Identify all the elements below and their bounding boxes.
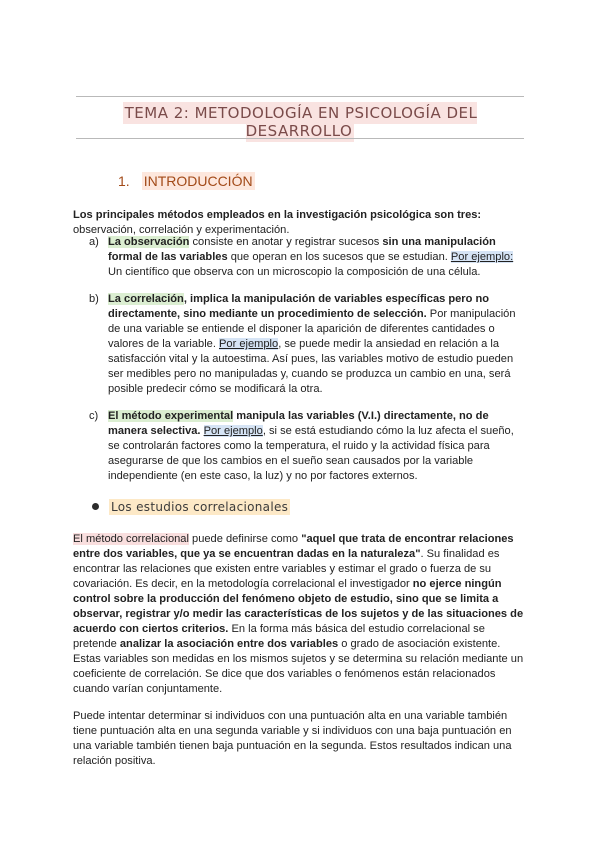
list-item-observacion: a) La observación consiste en anotar y registrar sucesos sin una manipulación formal de las variables que operan en los sucesos que se estudian. Por ejemplo: Un científico que observa con un microscopio la composición de una célula.	[89, 236, 514, 278]
term-highlight: El método correlacional	[73, 533, 189, 545]
section-number: 1.	[118, 173, 130, 189]
term-highlight: La correlación	[108, 293, 184, 305]
term-highlight: El método experimental	[108, 410, 234, 422]
intro-paragraph	[73, 208, 528, 238]
top-rule	[76, 96, 524, 97]
list-item-experimental: c) El método experimental manipula las variables (V.I.) directamente, no de manera selectiva. Por ejemplo, si se está estudiando cómo la luz afecta el sueño, se controlarán factores como la temperatura, el ruido y la actividad física para asegurarse de que los cambios en el sueño sean causados por la variable independiente (en este caso, la luz) y no por factores externos.	[89, 410, 514, 482]
intro-bold: Los principales métodos empleados en la investigación psicológica son tres:	[73, 209, 482, 221]
example-link[interactable]: Por ejemplo:	[450, 251, 514, 263]
example-link[interactable]: Por ejemplo	[219, 338, 279, 350]
term-highlight: La observación	[108, 236, 190, 248]
list-letter: b)	[89, 293, 99, 305]
list-letter: a)	[89, 236, 99, 248]
section-title: INTRODUCCIÓN	[143, 173, 253, 189]
intro-rest: observación, correlación y experimentación.	[73, 224, 290, 236]
correlational-paragraph: El método correlacional puede definirse como "aquel que trata de encontrar relaciones entre dos variables, que ya se encuentran dadas en la naturaleza". Su finalidad es encontrar las relaciones que existen entre variables y estimar el grado o fuerza de su covariación. Es decir, en la metodología correlacional el investigador no ejerce ningún control sobre la producción del fenómeno objeto de estudio, sino que se limita a observar, registrar y/o medir las características de los sujetos y de las situaciones de acuerdo con ciertos criterios. En la forma más básica del estudio correlacional se pretende analizar la asociación entre dos variables o grado de asociación existente. Estas variables son medidas en los mismos sujetos y se determina su relación mediante un coeficiente de correlación. Se dice que dos variables o fenómenos están relacionados cuando varían conjuntamente.	[73, 533, 524, 695]
section-heading	[118, 173, 255, 189]
subsection-heading	[92, 500, 290, 514]
bottom-rule	[76, 138, 524, 139]
subsection-title: Los estudios correlacionales	[111, 500, 289, 514]
list-letter: c)	[89, 410, 99, 422]
positive-relation-paragraph: Puede intentar determinar si individuos con una puntuación alta en una variable también tiene puntuación alta en una segunda variable y si individuos con una baja puntuación en una variable también tienen baja puntuación en la segunda. Estos resultados indican una relación positiva.	[73, 710, 512, 767]
page-title: TEMA 2: METODOLOGÍA EN PSICOLOGÍA DEL DESARROLLO	[124, 104, 478, 140]
bullet-icon	[92, 503, 99, 510]
example-link[interactable]: Por ejemplo	[203, 425, 263, 437]
list-item-correlacion: b) La correlación, implica la manipulación de variables específicas pero no directamente, sino mediante un procedimiento de selección. Por manipulación de una variable se entiende el disponer la aparición de diferentes cantidades o valores de la variable. Por ejemplo, se puede medir la ansiedad en relación a la satisfacción vital y la autoestima. Así pues, las variables motivo de estudio pueden ser medibles pero no manipuladas y, cuando se produzca un cambio en una, será posible predecir cómo se modificará la otra.	[89, 293, 516, 395]
